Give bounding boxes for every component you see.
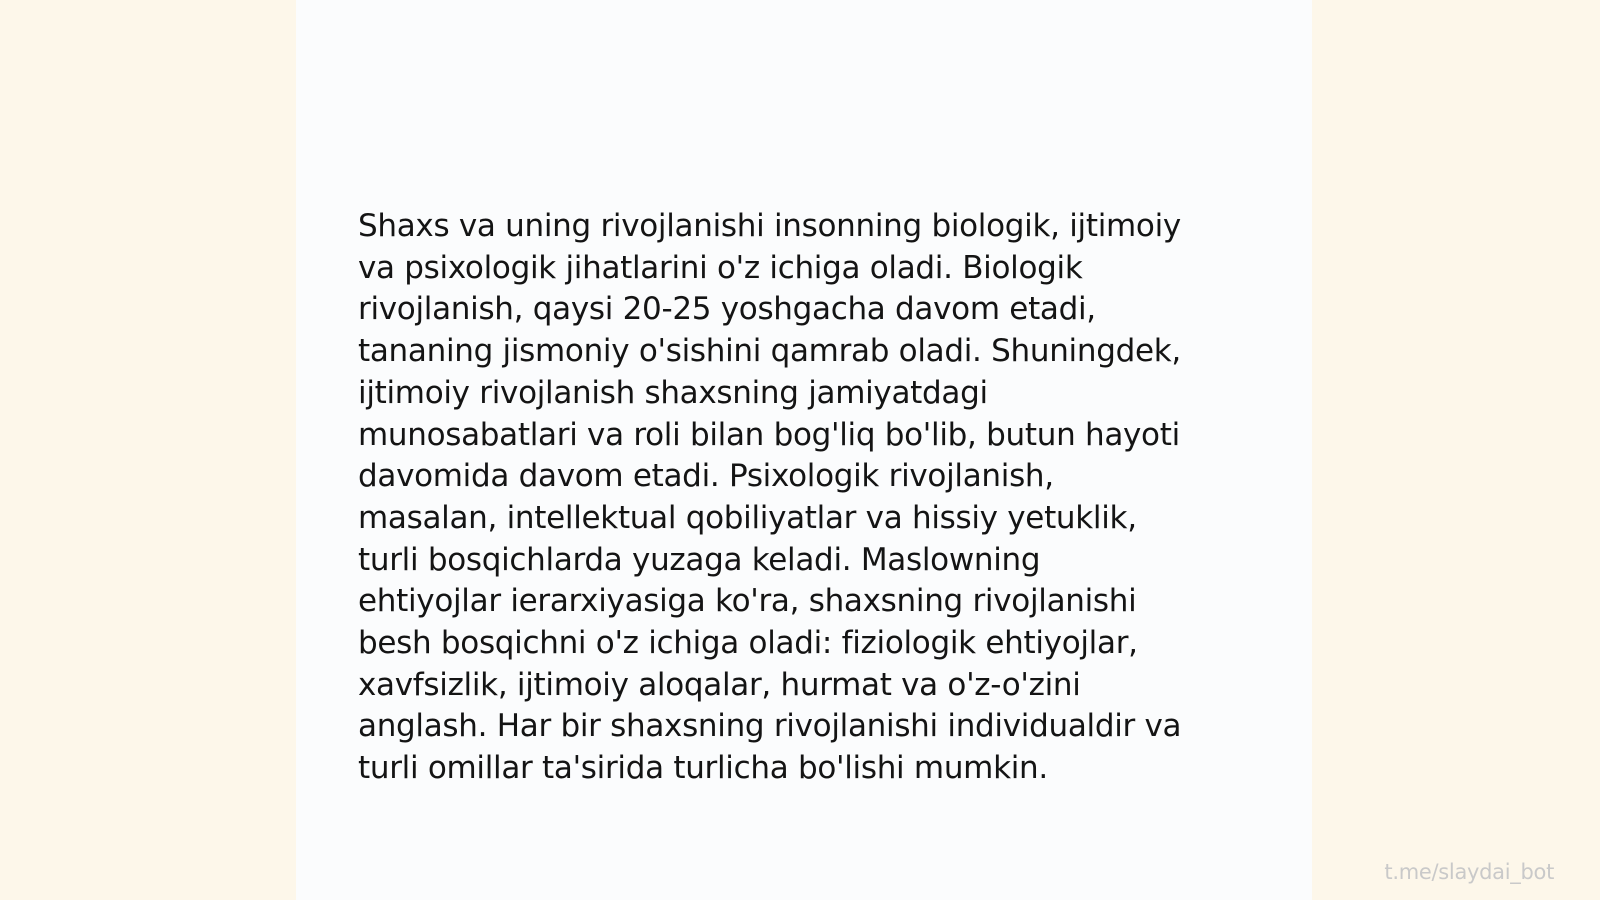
body-line: davomida davom etadi. Psixologik rivojlanish, [358, 458, 1054, 495]
body-line: besh bosqichni o'z ichiga oladi: fiziologik ehtiyojlar, [358, 625, 1138, 662]
watermark: t.me/slaydai_bot [1384, 860, 1554, 884]
body-line: Shaxs va uning rivojlanishi insonning biologik, ijtimoiy [358, 208, 1181, 244]
body-line: tananing jismoniy o'sishini qamrab oladi. Shuningdek, [358, 333, 1181, 370]
body-line: xavfsizlik, ijtimoiy aloqalar, hurmat va o'z-o'zini [358, 666, 1081, 703]
body-line: ehtiyojlar ierarxiyasiga ko'ra, shaxsning rivojlanishi [358, 583, 1137, 620]
body-line: turli bosqichlarda yuzaga keladi. Maslowning [358, 541, 1041, 578]
slide-body-text [358, 206, 1258, 790]
body-line: munosabatlari va roli bilan bog'liq bo'lib, butun hayoti [358, 416, 1180, 453]
body-line: ijtimoiy rivojlanish shaxsning jamiyatdagi [358, 374, 988, 411]
body-line: turli omillar ta'sirida turlicha bo'lishi mumkin. [358, 750, 1048, 787]
slide-panel [296, 0, 1312, 900]
body-line: rivojlanish, qaysi 20-25 yoshgacha davom etadi, [358, 291, 1096, 328]
body-line: masalan, intellektual qobiliyatlar va hissiy yetuklik, [358, 499, 1137, 536]
body-line: anglash. Har bir shaxsning rivojlanishi individualdir va [358, 708, 1182, 745]
body-line: va psixologik jihatlarini o'z ichiga oladi. Biologik [358, 249, 1083, 286]
